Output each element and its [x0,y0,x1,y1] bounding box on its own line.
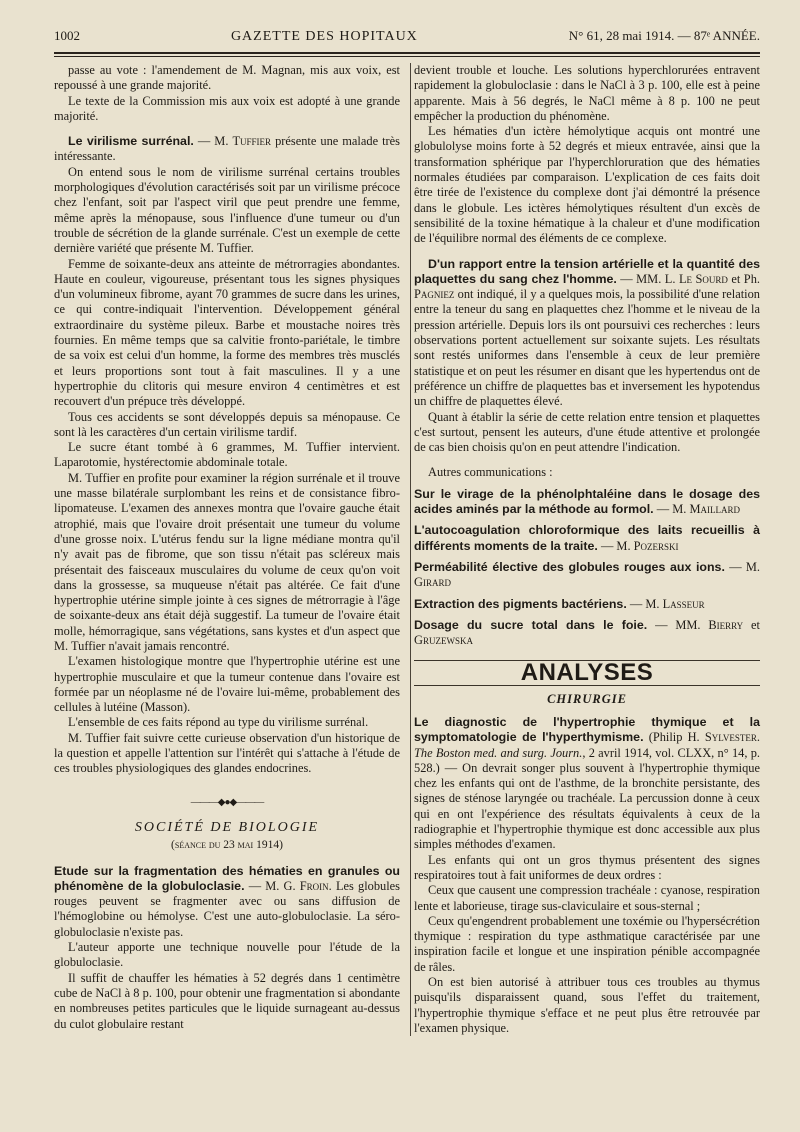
communication-item [414,597,760,612]
article-title: Le diagnostic de l'hypertrophie thymique et la symptomatologie de l'hyperthymisme. [414,714,760,745]
author-name: Le Sourd [678,271,728,286]
right-column [414,63,760,1036]
paragraph: Les enfants qui ont un gros thymus présentent des signes respiratoires tout à fait uniformes de deux ordres : [414,852,760,882]
paragraph: Ceux qu'engendrent probablement une toxémie ou l'hypersécrétion thymique : respiration du type asthmatique caractérisée par une inspiration facile et longue et une inspiration pénible accompagnée de râles. [414,913,760,974]
text-run: et [743,617,760,632]
paragraph: L'ensemble de ces faits répond au type du virilisme surrénal. [68,715,369,730]
text-run: — M. [193,134,233,149]
communication-title: Sur le virage de la phénolphtaléine dans le dosage des acides aminés par la méthode au formol. [414,486,760,517]
issue-info: N° 61, 28 mai 1914. — 87ᵉ ANNÉE. [568,28,760,43]
left-column [54,63,400,1036]
text-run: — MM. L. [616,271,679,286]
column-divider [410,63,411,1036]
communication-title: Perméabilité élective des globules rouges aux ions. [414,559,725,574]
author-name: Froin [299,878,329,893]
communication-item [414,523,760,554]
paragraph: Tous ces accidents se sont développés depuis sa ménopause. Ce sont là les caractères d'un certain virilisme tardif. [54,409,400,439]
article-title: Etude sur la fragmentation des hématies en granules ou phénomène de la globuloclasie. [54,863,400,893]
article-title: D'un rapport entre la tension artérielle et la quantité des plaquettes du sang chez l'homme. [414,256,760,286]
author-name: Maillard [689,502,740,517]
communication-item [414,618,760,649]
article-title: Le virilisme surrénal. [68,134,194,149]
communication-title: Extraction des pigments bactériens. [414,596,627,611]
author-name: Bierry [708,617,744,632]
paragraph: Les hématies d'un ictère hémolytique acquis ont montré une globulolyse moins forte à 52 degrés et mieux entravée, ainsi que la transformation sphérique par l'hyperchloruration que des hématies normales étudiées par comparaison. L'explication de ces faits doit être tirée de l'existence du complexe dont j'ai démontré la présence dans le globule. Les ictères hémolytiques résultent d'un excès de sensibilité de la toxine hématique à la chaleur et d'une modification de l'équilibre normal des éléments de ce complexe. [414,124,760,246]
text-run: ont indiqué, il y a quelques mois, la possibilité d'une relation entre la teneur du sang en plaquettes chez l'homme et le niveau de la pression artérielle. Depuis lors ils ont poursuivi ces recherches : leurs observations portent actuellement sur soixante sujets. Les résultats sont restés uniformes dans l'ensemble à ceux de leur première statistique et on peut les résumer en disant que les hypertendus ont de préférence un chiffre de plaquettes bas et inversement les hypotendus un chiffre de plaquettes élevé. [414,287,760,409]
communication-item [414,487,760,518]
paragraph: Quant à établir la série de cette relation entre tension et plaquettes c'est surtout, pensent les auteurs, d'une étude attentive et prolongée de cas bien choisis qu'on en peut attendre l'indication. [414,409,760,455]
author-name: Gruzewska [414,633,473,648]
communication-title: L'autocoagulation chloroformique des laits recueillis à différents moments de la traite. [414,523,760,553]
text-run: — M. G. [244,878,300,893]
paragraph: passe au vote : l'amendement de M. Magnan, mis aux voix, est repoussé à une grande majorité. [54,63,400,93]
paragraph: On est bien autorisé à attribuer tous ces troubles au thymus puisqu'ils disparaissent quand, sous l'effet du traitement, l'hypertrophie thymique s'efface et ne peut plus être retrouvée par l'examen physique. [414,975,760,1035]
paragraph: Femme de soixante-deux ans atteinte de métrorragies abondantes. Haute en couleur, vigoureuse, présentant tous les signes physiques d'un volumineux fibrome, ayant 70 grammes de sucre dans les urines, ce qui contre-indiquait l'intervention. Développement général extraordinaire du système pileux. Barbe et moustache noires très fournies. En même temps que sa calvitie fronto-pariétale, le timbre de sa voix est celui d'un homme, la forme des membres très musclés et leurs proportions sont tout à fait masculines. Il y a une hypertrophie du clitoris qui mesure environ 4 centimètres et est recouvert d'un prépuce très développé. [54,256,400,409]
author-name: Girard [414,575,451,590]
paragraph: Le sucre étant tombé à 6 grammes, M. Tuffier intervient. Laparotomie, hystérectomie abdominale totale. [54,440,400,470]
header-rule [54,52,760,57]
paragraph: Le texte de la Commission mis aux voix est adopté à une grande majorité. [54,93,400,123]
text-run: — MM. [647,617,709,632]
text-run: présente une malade très intéressante. [54,134,400,164]
text-run: et Ph. [727,271,760,286]
page-number: 1002 [54,28,80,43]
journal-citation: The Boston med. and surg. Journ. [414,745,583,760]
author-name: Lasseur [662,596,705,611]
text-run: — M. [597,538,634,553]
author-name: Sylvester [704,730,757,745]
paragraph: On entend sous le nom de virilisme surrénal certains troubles morphologiques d'évolution caractérisés soit par un virilisme précoce chez l'enfant, soit par l'aspect viril que peut prendre une femme, même après la ménopause, sous l'influence d'une tumeur ou d'un trouble de sécrétion de la glande surrénale. C'est un exemple de cette dernière variété que présente M. Tuffier. [54,164,400,256]
paragraph: Il suffit de chauffer les hématies à 52 degrés dans 1 centimètre cube de NaCl à 8 p. 100, pour obtenir une fragmentation si abondante en nombreuses petites particules que le liquide surnageant au-dessus du culot globulaire restant [54,970,400,1031]
communication-item [414,560,760,591]
section-title: SOCIÉTÉ DE BIOLOGIE [134,819,320,835]
article-virilisme [54,134,400,165]
session-date: (séance du 23 mai 1914) [171,839,283,852]
text-run: — M. [724,559,760,574]
analyses-heading: ANALYSES [520,659,654,687]
text-run: — M. [653,502,690,517]
paragraph: L'auteur apporte une technique nouvelle pour l'étude de la globuloclasie. [54,940,400,970]
paragraph: M. Tuffier en profite pour examiner la région surrénale et il trouve une masse bilatérale surplombant les reins et de consistance fibro-lipomateuse. L'examen des annexes montra que l'ovaire gauche était atrophié, mais que l'ovaire droit présentait une tumeur du volume d'une grosse noix. L'utérus fendu sur la ligne médiane montra qu'il n'y avait pas de fibrome, que son tissu n'était pas scléreux mais présentait des faisceaux musculaires du volume de ceux qu'on voit dans la grossesse, sa muqueuse n'était pas altérée. Ce fait d'une hypertrophie utérine simple jointe à ces signes de métrorragie à l'âge de soixante-deux ans était déjà suggestif. La tumeur de l'ovaire était molle, hémorragique, sans végétations, sans kystes et d'un aspect que M. Tuffier n'avait jamais rencontré. [54,470,400,653]
article-plaquettes [414,257,760,410]
text-run: . [756,730,761,745]
columns [54,63,760,1036]
author-name: Pozerski [633,538,679,553]
section-ornament: ———◆●◆——— [190,796,264,808]
text-run: . Les globules rouges peuvent se fragmenter avec ou sans diffusion de l'hémoglobine ou hémolyse. C'est une auto-globuloclasie. La séro-globuloclasie n'existe pas. [54,878,400,939]
other-communications-label: Autres communications : [428,465,553,480]
paragraph: Ceux que causent une compression trachéale : cyanose, respiration lente et laborieuse, tirage sus-claviculaire et sous-sternal ; [414,883,760,913]
journal-title: GAZETTE DES HOPITAUX [230,29,418,44]
author-name: Tuffier [232,134,272,149]
paragraph: devient trouble et louche. Les solutions hyperchlorurées entravent rapidement la globuloclasie : dans le NaCl à 3 p. 100, elle est à peine apparente. Mais à 56 degrés, le NaCl même à 8 p. 100 ne peut empêcher la production du phénomène. [414,63,760,123]
page-header [54,28,760,46]
article-thymus [414,715,760,853]
author-name: Pagniez [414,287,455,302]
article-fragmentation [54,864,400,940]
text-run: — M. [626,596,663,611]
text-run: , 2 avril 1914, vol. CLXX, n° 14, p. 528.) — On devrait songer plus souvent à l'hypertrophie thymique chez les enfants qui ont de l'asthme, de la bronchite persistante, des signes de sténose laryngée ou trachéale. La percussion donne à ceux qui en ont l'expérience des résultats équivalents à ceux de la radiographie et l'hypertrophie thymique est donc accessible aux plus simples méthodes d'examen. [414,745,760,852]
subsection-title: CHIRURGIE [547,691,627,706]
communication-title: Dosage du sucre total dans le foie. [414,617,648,632]
paragraph: M. Tuffier fait suivre cette curieuse observation d'un historique de la question et appelle l'attention sur l'intérêt qui s'attache à l'étude de ces troubles physiologiques des glandes endocrines. [54,730,400,776]
text-run: (Philip H. [643,730,705,745]
paragraph: L'examen histologique montre que l'hypertrophie utérine est une hypertrophie musculaire et que la tumeur contenue dans l'ovaire est formée par un néoplasme né de l'ovaire lui-même, probablement des cellules à lutéine (Masson). [54,654,400,715]
